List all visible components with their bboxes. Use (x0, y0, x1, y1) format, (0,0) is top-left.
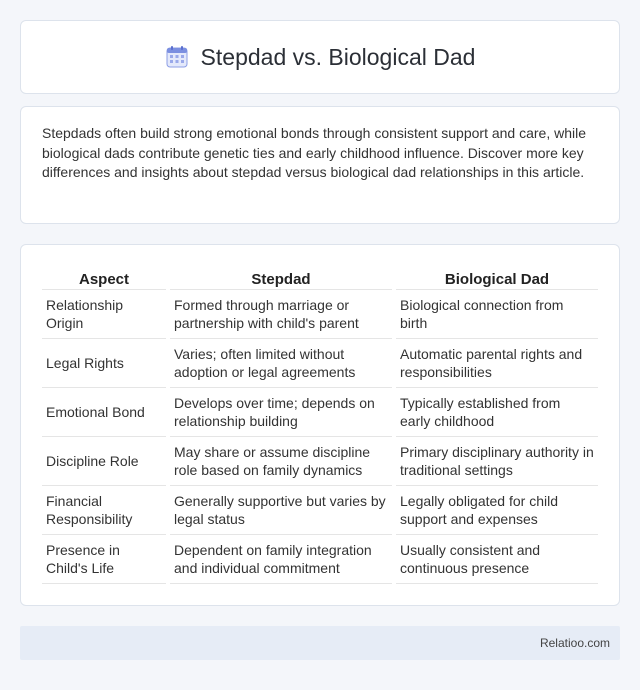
table-row (42, 486, 598, 535)
title-card (20, 20, 620, 94)
cell-biological-dad: Biological connection from birth (396, 290, 598, 339)
table-row (42, 388, 598, 437)
cell-stepdad: Develops over time; depends on relationship building (170, 388, 392, 437)
footer-brand[interactable]: Relatioo.com (539, 636, 610, 650)
table-row (42, 437, 598, 486)
cell-biological-dad: Typically established from early childhood (396, 388, 598, 437)
cell-aspect: Presence in Child's Life (42, 535, 166, 584)
page-title: Stepdad vs. Biological Dad (200, 43, 476, 70)
cell-stepdad: Generally supportive but varies by legal status (170, 486, 392, 535)
intro-text: Stepdads often build strong emotional bonds through consistent support and care, while biological dads contribute genetic ties and early childhood influence. Discover more key differences and insights about stepdad versus biological dad relationships in this article. (42, 125, 587, 180)
table-row (42, 339, 598, 388)
comparison-table (38, 267, 602, 584)
intro-card (20, 106, 620, 224)
cell-stepdad: May share or assume discipline role based on family dynamics (170, 437, 392, 486)
table-row (42, 535, 598, 584)
cell-biological-dad: Legally obligated for child support and expenses (396, 486, 598, 535)
cell-stepdad: Formed through marriage or partnership with child's parent (170, 290, 392, 339)
cell-biological-dad: Automatic parental rights and responsibilities (396, 339, 598, 388)
cell-aspect: Financial Responsibility (42, 486, 166, 535)
cell-aspect: Relationship Origin (42, 290, 166, 339)
cell-aspect: Emotional Bond (42, 388, 166, 437)
header-aspect: Aspect (42, 267, 166, 290)
table-header-row (42, 267, 598, 290)
cell-stepdad: Varies; often limited without adoption or legal agreements (170, 339, 392, 388)
comparison-card (20, 244, 620, 606)
cell-biological-dad: Usually consistent and continuous presence (396, 535, 598, 584)
cell-aspect: Discipline Role (42, 437, 166, 486)
header-stepdad: Stepdad (170, 267, 392, 290)
cell-stepdad: Dependent on family integration and individual commitment (170, 535, 392, 584)
table-row (42, 290, 598, 339)
calendar-icon (165, 45, 189, 69)
cell-biological-dad: Primary disciplinary authority in traditional settings (396, 437, 598, 486)
header-biological-dad: Biological Dad (396, 267, 598, 290)
footer (20, 626, 620, 660)
cell-aspect: Legal Rights (42, 339, 166, 388)
